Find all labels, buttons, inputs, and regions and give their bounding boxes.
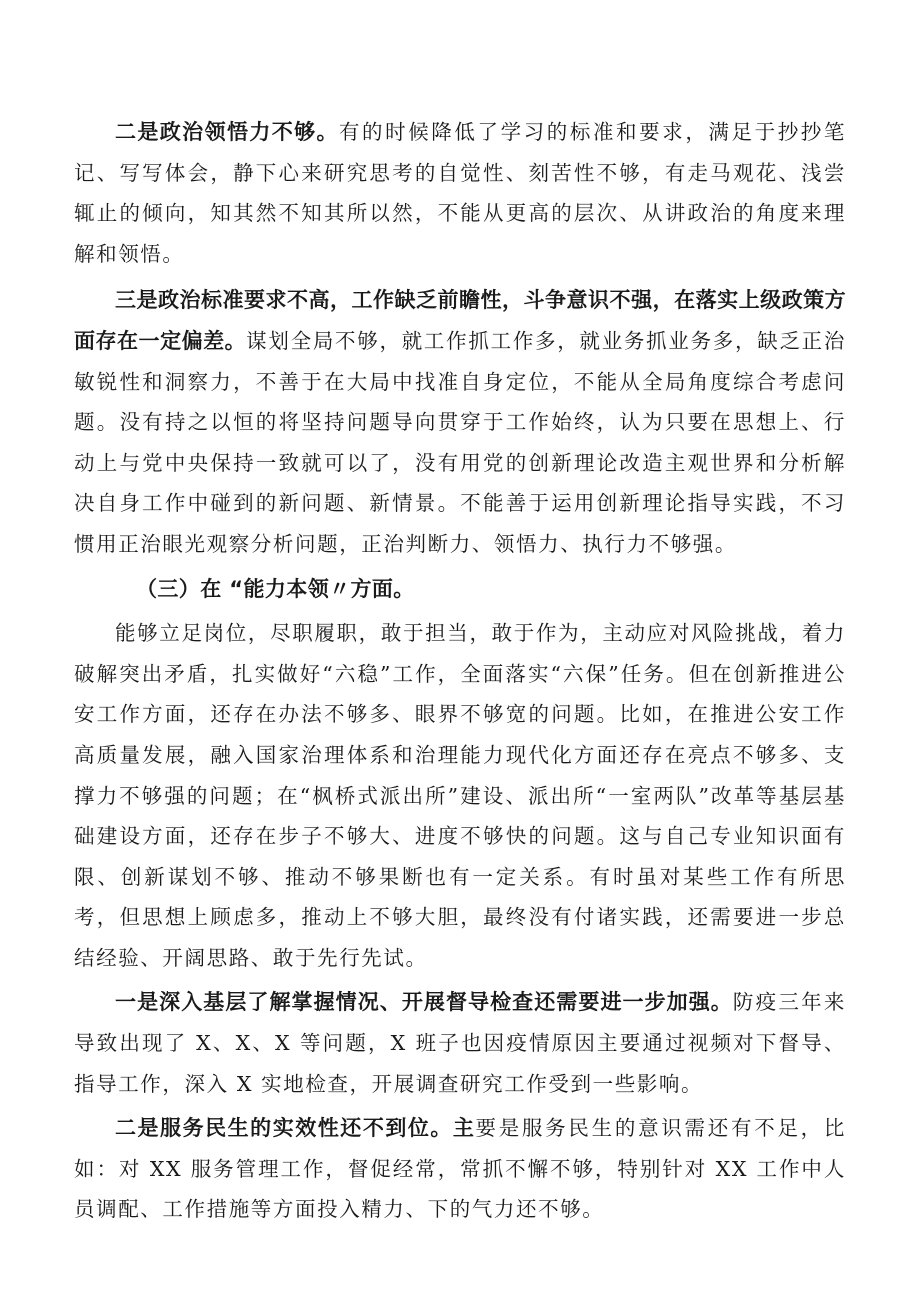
paragraph-lead: 三是政治标准要求不高，工作缺乏前瞻性，斗争意识不强，在落实上级政策方面存在一定偏差。	[74, 288, 846, 353]
paragraph-lead: 二是服务民生的实效性还不到位。主	[115, 1116, 476, 1141]
paragraph-body: 能够立足岗位，尽职履职，敢于担当，敢于作为，主动应对风险挑战，着力破解突出矛盾，扎实做好“六稳”工作，全面落实“六保”任务。但在创新推进公安工作方面，还存在办法不够多、眼界不够宽的问题。比如，在推进公安工作高质量发展，融入国家治理体系和治理能力现代化方面还存在亮点不够多、支撑力不够强的问题；在“枫桥式派出所”建设、派出所“一室两队”改革等基层基础建设方面，还存在步子不够大、进度不够快的问题。这与自己专业知识面有限、创新谋划不够、推动不够果断也有一定关系。有时虽对某些工作有所思考，但思想上顾虑多，推动上不够大胆，最终没有付诸实践，还需要进一步总结经验、开阔思路、敢于先行先试。	[74, 621, 846, 970]
paragraph-lead: 二是政治领悟力不够。	[115, 120, 339, 144]
paragraph-ability-overview	[74, 613, 846, 978]
section-heading-ability: （三）在 “能力本领〃方面。	[136, 576, 415, 601]
paragraph-lead: 一是深入基层了解掌握情况、开展督导检查还需要进一步加强。	[115, 990, 733, 1015]
paragraph-body: 有的时候降低了学习的标准和要求，满足于抄抄笔记、写写体会，静下心来研究思考的自觉性、刻苦性不够，有走马观花、浅尝辄止的倾向，知其然不知其所以然，不能从更高的层次、从讲政治的角度来理解和领悟。	[74, 120, 846, 266]
paragraph-livelihood-service	[74, 1108, 846, 1230]
document-page	[74, 112, 846, 1230]
paragraph-body: 谋划全局不够，就工作抓工作多，就业务抓业务多，缺乏正治敏锐性和洞察力，不善于在大局中找准自身定位，不能从全局角度综合考虑问题。没有持之以恒的将坚持问题导向贯穿于工作始终，认为只要在思想上、行动上与党中央保持一致就可以了，没有用党的创新理论改造主观世界和分析解决自身工作中碰到的新问题、新情景。不能善于运用创新理论指导实践，不习惯用正治眼光观察分析问题，正治判断力、领悟力、执行力不够强。	[74, 328, 847, 556]
paragraph-grassroots-supervision	[74, 982, 846, 1104]
paragraph-body: 要是服务民生的意识需还有不足，比如：对 XX 服务管理工作，督促经常，常抓不懈不够，特别针对 XX 工作中人员调配、工作措施等方面投入精力、下的气力还不够。	[74, 1116, 846, 1222]
paragraph-body: 防疫三年来导致出现了 X、X、X 等问题，X 班子也因疫情原因主要通过视频对下督导、指导工作，深入 X 实地检查，开展调查研究工作受到一些影响。	[74, 990, 847, 1096]
paragraph-political-standards	[74, 280, 846, 564]
paragraph-political-comprehension	[74, 112, 846, 274]
